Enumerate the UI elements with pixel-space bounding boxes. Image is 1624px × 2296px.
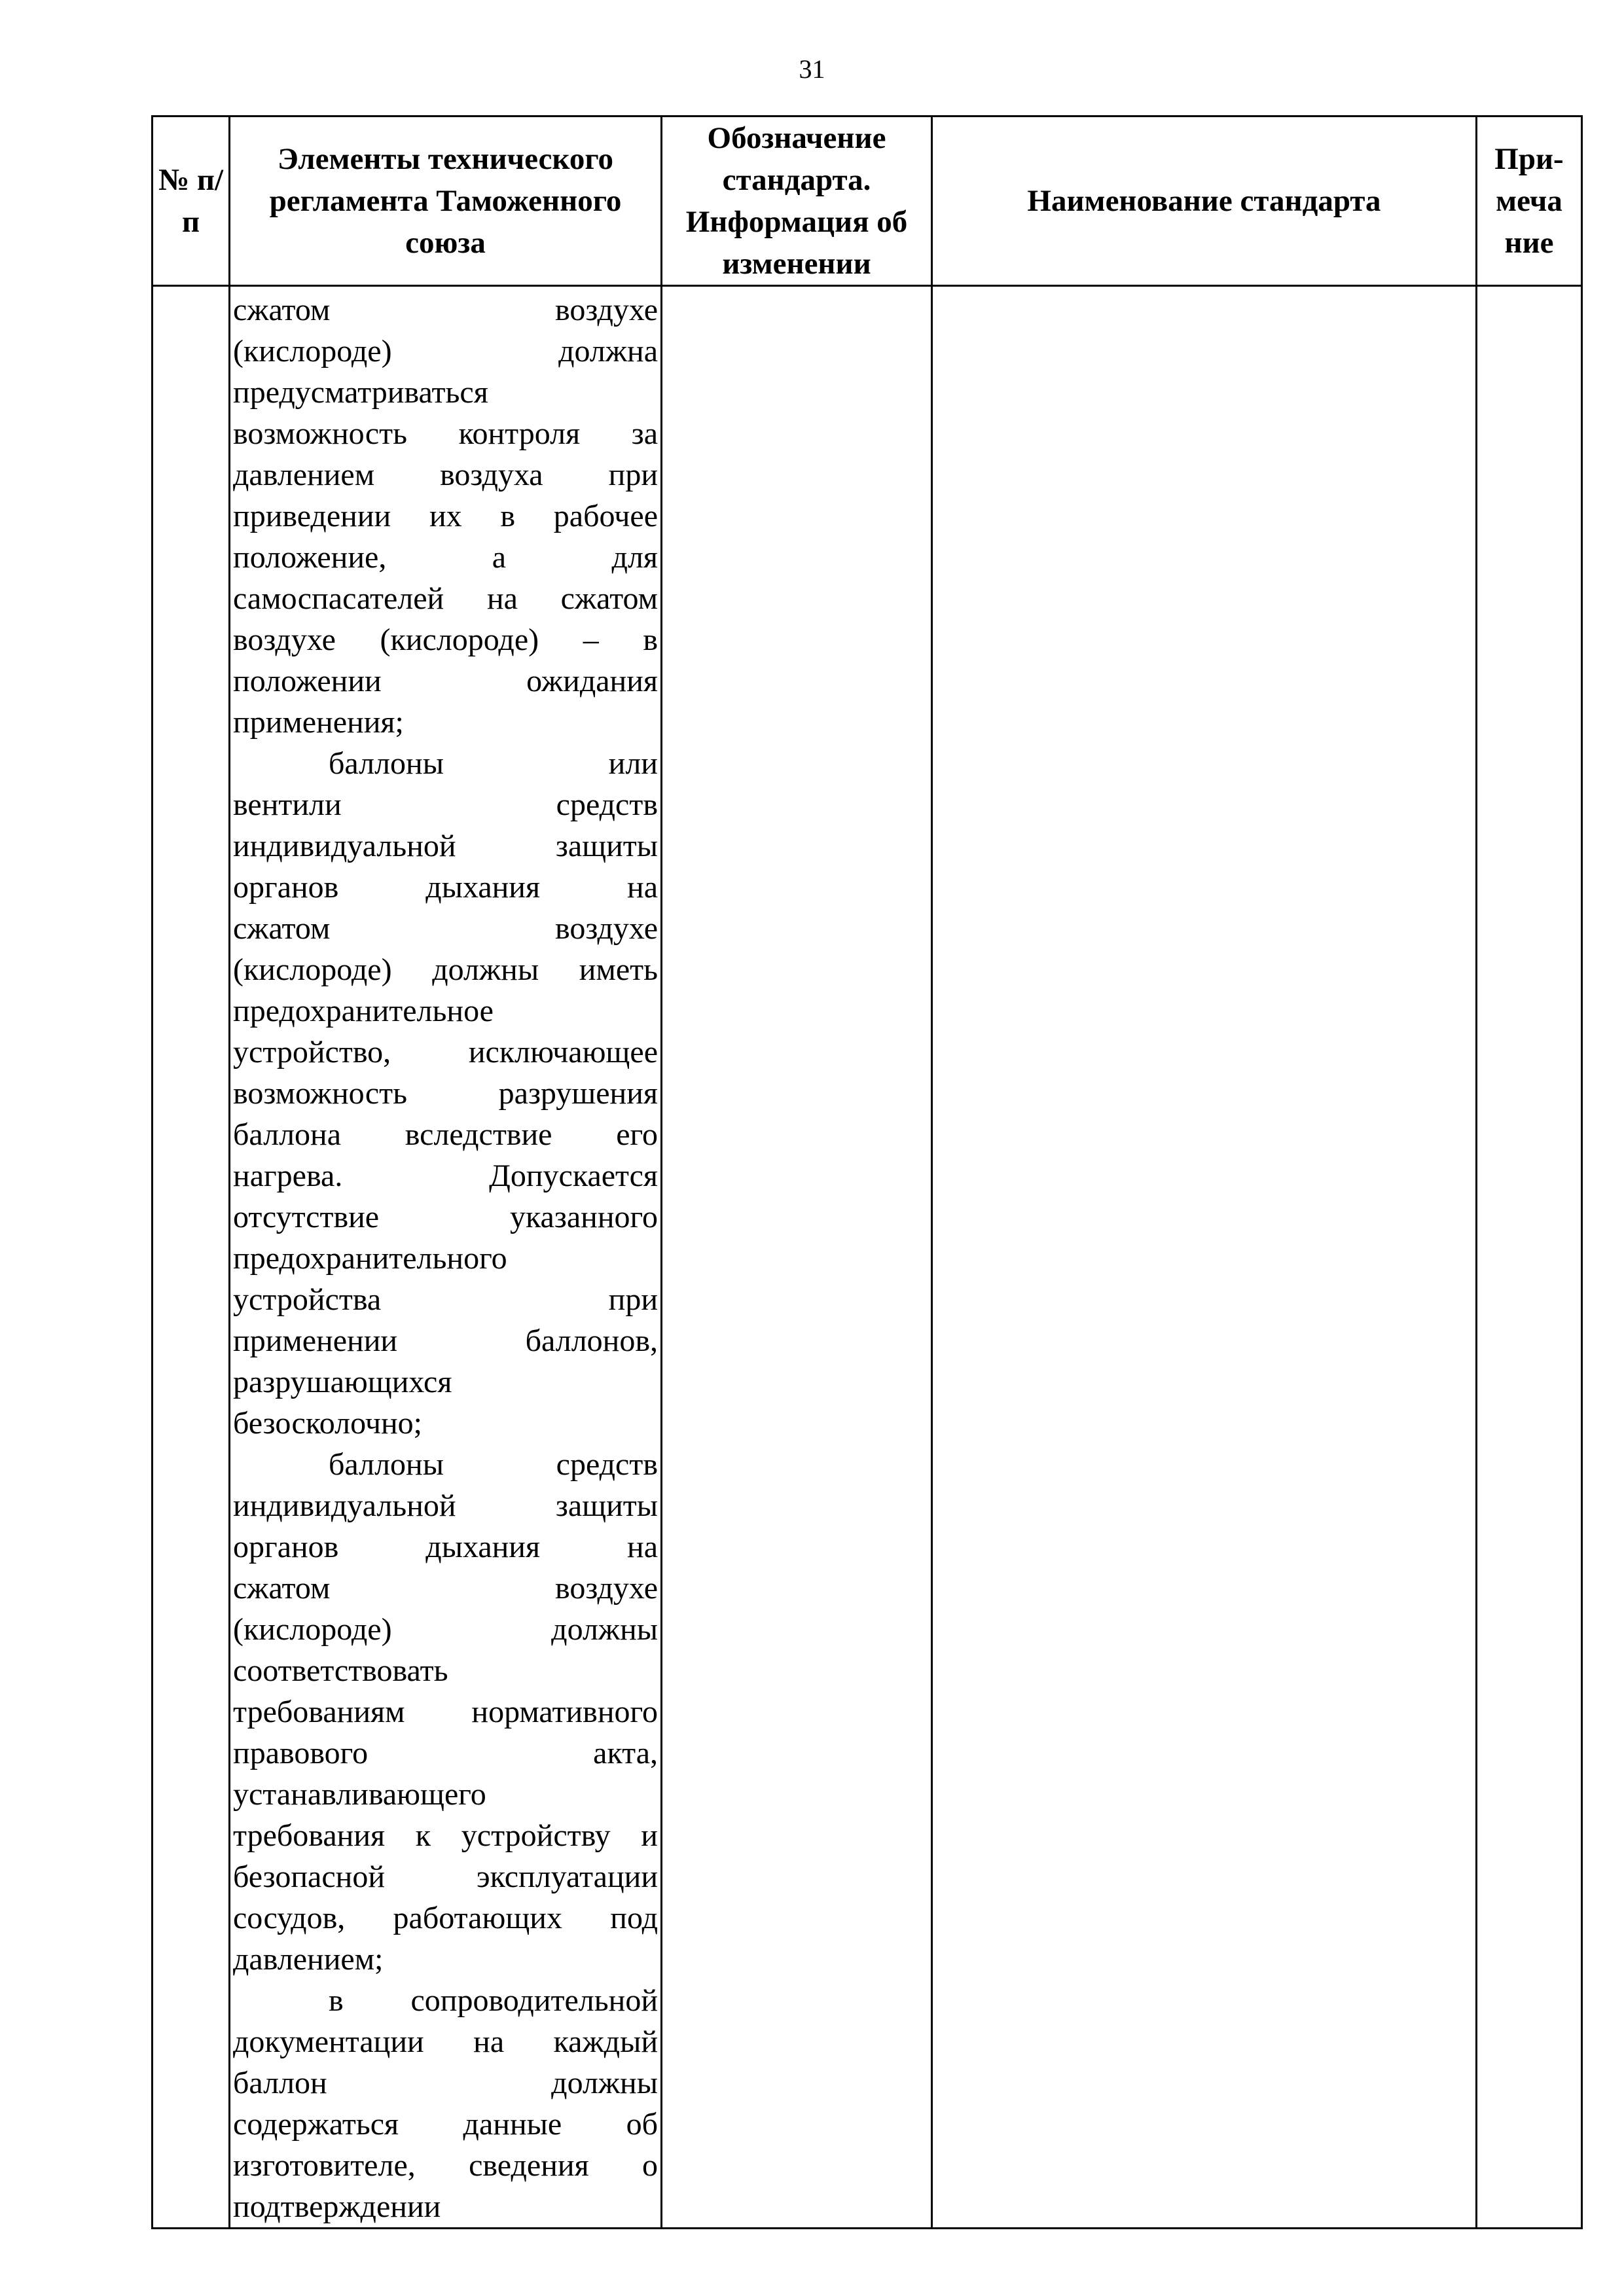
header-designation [662,117,932,286]
table-header-row [153,117,1582,286]
element-text-line: вентили средств [233,787,658,822]
element-text-line: требования к устройству и [233,1818,658,1853]
element-text-line: органов дыхания на [233,870,658,905]
element-text-line: приведении их в рабочее [233,499,658,533]
element-text-line: предохранительное [233,994,494,1028]
element-text-line: баллоны средств [329,1447,658,1482]
element-text-line: документации на каждый [233,2024,658,2059]
element-text-line: воздухе (кислороде) – в [233,622,658,657]
element-text-line: в сопроводительной [329,1983,658,2018]
element-text [230,287,660,2227]
element-text-line: требованиям нормативного [233,1695,658,1729]
element-text-line: возможность контроля за [233,416,658,451]
element-text-line: (кислороде) должны [233,1612,658,1647]
element-text-line: индивидуальной защиты [233,1488,658,1523]
header-name [932,117,1477,286]
element-text-line: возможность разрушения [233,1076,658,1111]
element-text-line: сжатом воздухе [233,911,658,946]
element-text-line: положении ожидания [233,664,658,698]
header-name-label: Наименование стандарта [1027,184,1381,218]
element-text-line: предусматриваться [233,375,488,410]
element-text-line: давлением; [233,1942,384,1977]
element-text-line: сжатом воздухе [233,293,658,327]
element-text-line: устройства при [233,1282,658,1317]
header-elements [230,117,662,286]
element-text-line: (кислороде) должны иметь [233,952,658,987]
element-text-line: применения; [233,705,404,740]
element-text-line: правового акта, [233,1736,658,1770]
element-text-line: изготовителе, сведения о [233,2148,658,2183]
cell-elements [230,286,662,2229]
element-text-line: разрушающихся [233,1365,452,1399]
header-notes [1477,117,1582,286]
cell-notes [1477,286,1582,2229]
header-number [153,117,230,286]
element-text-line: предохранительного [233,1241,507,1276]
header-number-label: № п/п [158,163,224,239]
element-text-line: подтверждении [233,2189,441,2224]
element-text-line: безосколочно; [233,1406,422,1441]
table-row [153,286,1582,2229]
header-notes-label: При-меча ние [1494,142,1564,260]
element-text-line: применении баллонов, [233,1323,658,1358]
element-text-line: давлением воздуха при [233,457,658,492]
page-number: 31 [799,54,825,84]
element-text-line: баллона вследствие его [233,1117,658,1152]
element-text-line: положение, а для [233,540,658,575]
element-text-line: устройство, исключающее [233,1035,658,1069]
cell-number [153,286,230,2229]
element-text-line: индивидуальной защиты [233,829,658,863]
cell-designation [662,286,932,2229]
element-text-line: отсутствие указанного [233,1200,658,1234]
element-text-line: сосудов, работающих под [233,1901,658,1935]
element-text-line: самоспасателей на сжатом [233,581,658,616]
element-text-line: безопасной эксплуатации [233,1859,658,1894]
element-text-line: органов дыхания на [233,1530,658,1564]
standards-table [151,115,1583,2229]
element-text-line: нагрева. Допускается [233,1158,658,1193]
element-text-line: устанавливающего [233,1777,486,1812]
header-elements-label: Элементы технического регламента Таможенного союза [269,142,622,260]
cell-name [932,286,1477,2229]
element-text-line: (кислороде) должна [233,334,658,368]
element-text-line: содержаться данные об [233,2107,658,2142]
element-text-line: соответствовать [233,1653,448,1688]
element-text-line: баллон должны [233,2066,658,2100]
element-text-line: сжатом воздухе [233,1571,658,1605]
header-designation-label: Обозначение стандарта. Информация об изменении [685,121,908,281]
element-text-line: баллоны или [329,746,658,781]
